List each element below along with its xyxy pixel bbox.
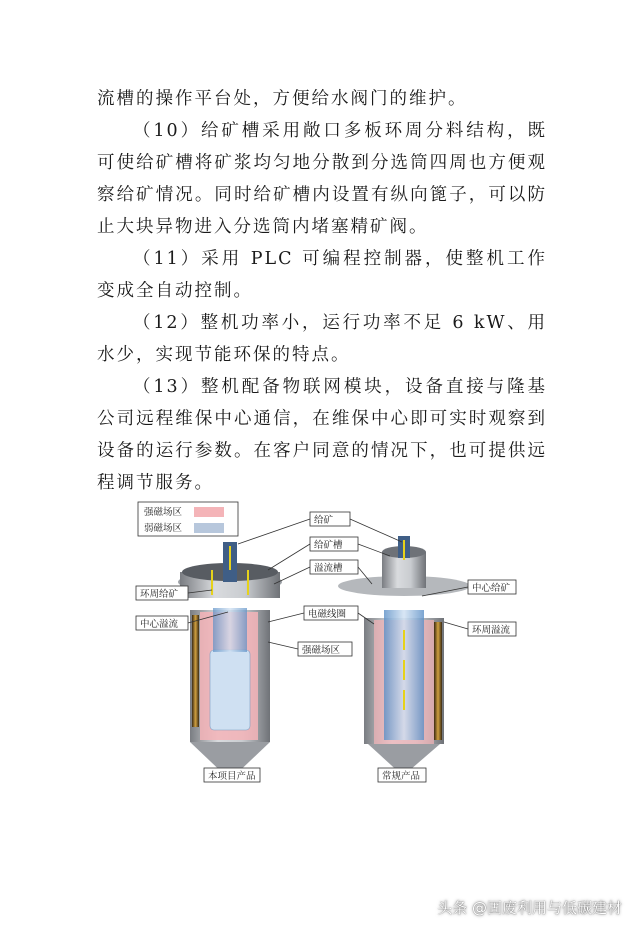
label-overflow-trough: 溢流槽 [314, 563, 343, 574]
watermark: 头条 @固废利用与低碳建材 [437, 899, 622, 917]
caption-right: 常规产品 [382, 771, 421, 782]
paragraph-2: （10）给矿槽采用敞口多板环周分料结构，既可使给矿槽将矿浆均匀地分散到分选筒四周也方便观察给矿情况。同时给矿槽内设置有纵向篦子，可以防止大块异物进入分选筒内堵塞精矿阀。 [97, 121, 547, 237]
caption-left: 本项目产品 [208, 771, 256, 782]
label-coil: 电磁线圈 [308, 609, 347, 620]
paragraph-5: （13）整机配备物联网模块，设备直接与隆基公司远程维保中心通信，在维保中心即可实时观察到设备的运行参数。在客户同意的情况下，也可提供远程调节服务。 [97, 377, 547, 493]
paragraph-4: （12）整机功率小，运行功率不足 6 kW、用水少，实现节能环保的特点。 [97, 313, 547, 365]
label-feed-trough: 给矿槽 [314, 540, 343, 551]
label-ring-feed: 环周给矿 [140, 589, 179, 600]
left-inner-cylinder [210, 650, 250, 730]
left-separator [178, 542, 282, 780]
paragraph-3: （11）采用 PLC 可编程控制器，使整机工作变成全自动控制。 [97, 249, 547, 301]
left-coil [192, 615, 199, 727]
legend-strong-label: 强磁场区 [144, 507, 183, 518]
legend [138, 502, 238, 536]
legend-strong-swatch [194, 507, 224, 517]
paragraph-1: 流槽的操作平台处，方便给水阀门的维护。 [97, 89, 468, 109]
separator-comparison-figure [128, 500, 518, 795]
legend-weak-label: 弱磁场区 [144, 523, 183, 534]
label-center-feed: 中心给矿 [472, 583, 511, 594]
label-ring-overflow: 环周溢流 [472, 625, 511, 636]
legend-weak-swatch [194, 523, 224, 533]
label-feed: 给矿 [314, 515, 334, 526]
label-strong-zone: 强磁场区 [302, 645, 341, 656]
label-center-overflow: 中心溢流 [140, 619, 179, 630]
right-coil [434, 622, 442, 740]
